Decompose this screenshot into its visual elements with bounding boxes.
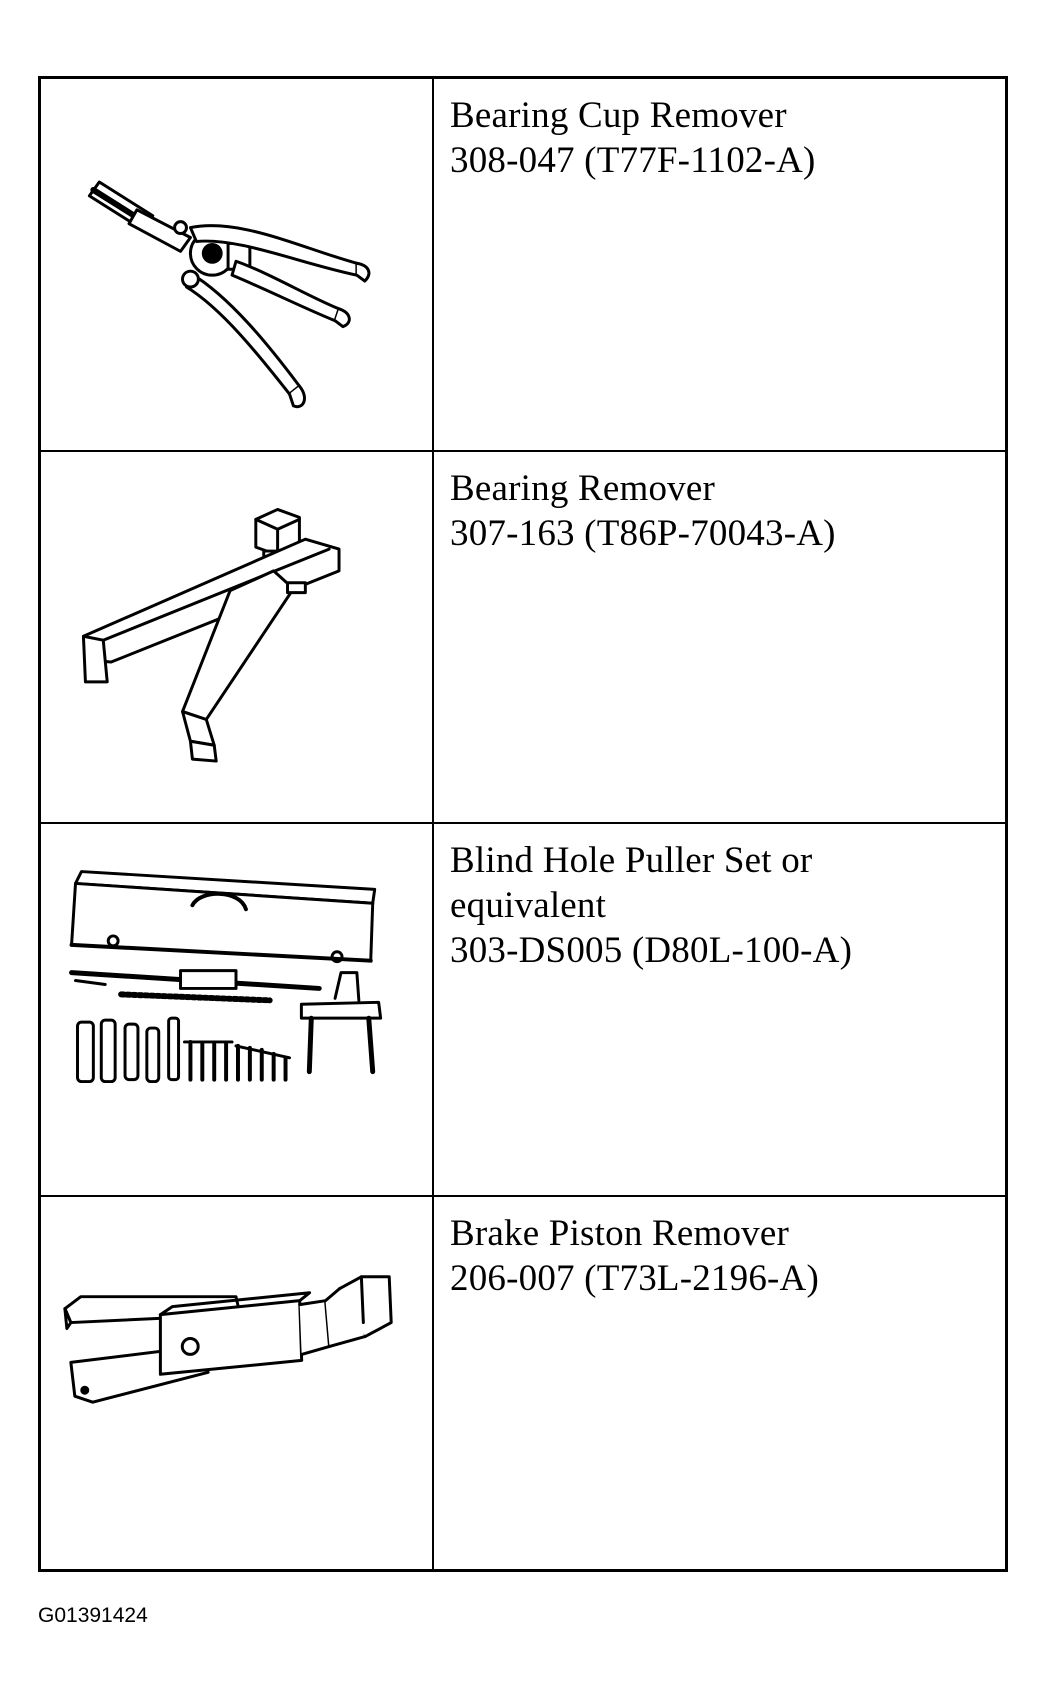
tool-name: Brake Piston Remover	[450, 1212, 790, 1254]
tool-name: Bearing Cup Remover	[450, 95, 787, 136]
tool-name: Bearing Remover	[450, 467, 715, 509]
blind-hole-puller-set-illustration	[41, 824, 434, 1197]
blind-hole-puller-set-description	[434, 824, 1005, 1197]
tool-name-line-2: equivalent	[450, 885, 607, 926]
special-tools-table	[38, 76, 1008, 1572]
figure-id: G01391424	[38, 1604, 148, 1627]
brake-piston-remover-description	[434, 1197, 1005, 1570]
tool-part-number: 308-047 (T77F-1102-A)	[450, 140, 816, 181]
tool-part-number: 307-163 (T86P-70043-A)	[450, 512, 836, 554]
brake-piston-remover-illustration	[41, 1197, 434, 1570]
bearing-remover-description	[434, 452, 1005, 825]
bearing-remover-illustration	[41, 452, 434, 825]
tool-part-number: 303-DS005 (D80L-100-A)	[450, 930, 853, 971]
tool-name-line-1: Blind Hole Puller Set or	[450, 840, 813, 881]
bearing-cup-remover-illustration	[41, 79, 434, 452]
tool-part-number: 206-007 (T73L-2196-A)	[450, 1257, 819, 1299]
bearing-cup-remover-description	[434, 79, 1005, 452]
